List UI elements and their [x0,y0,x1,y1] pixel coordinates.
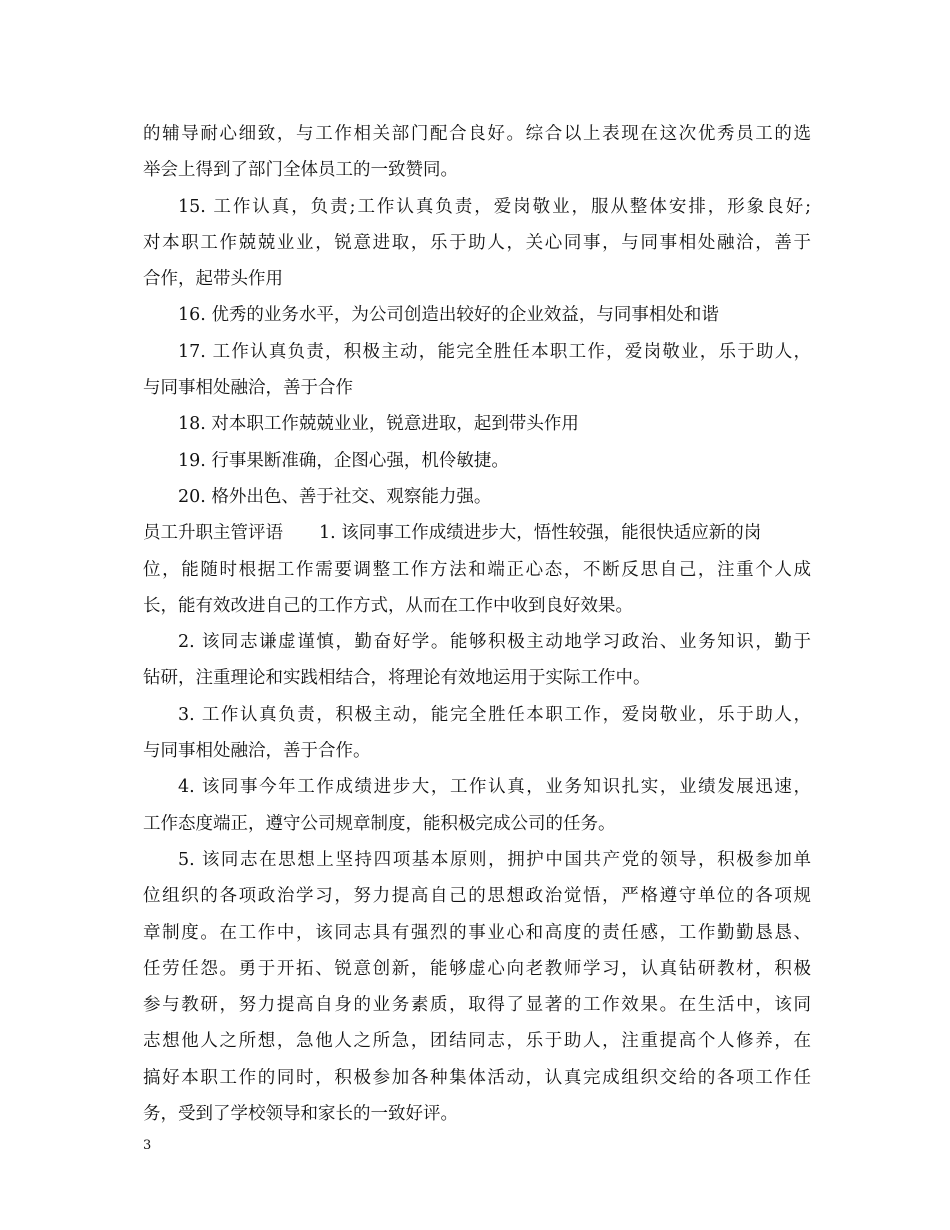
text-line: 参与教研，努力提高自身的业务素质，取得了显著的工作效果。在生活中，该同 [143,995,811,1016]
text-line: 的辅导耐心细致，与工作相关部门配合良好。综合以上表现在这次优秀员工的选 [143,124,811,144]
text-line: 与同事相处融洽，善于合作 [143,378,353,399]
text-line: 对本职工作兢兢业业，锐意进取，乐于助人，关心同事，与同事相处融洽，善于 [143,232,811,253]
list-item-18: 18. 对本职工作兢兢业业，锐意进取，起到带头作用 [178,414,579,435]
text-line: 与同事相处融洽，善于合作。 [143,741,371,762]
list-item-5: 5. 该同志在思想上坚持四项基本原则，拥护中国共产党的领导，积极参加单 [178,849,811,870]
list-item-20: 20. 格外出色、善于社交、观察能力强。 [178,486,492,507]
text-line: 章制度。在工作中，该同志具有强烈的事业心和高度的责任感，工作勤勤恳恳、 [143,922,811,943]
section-heading-line [143,515,811,551]
text-line: 位，能随时根据工作需要调整工作方法和端正心态，不断反思自己，注重个人成 [143,559,811,580]
text-line: 位组织的各项政治学习，努力提高自己的思想政治觉悟，严格遵守单位的各项规 [143,886,811,907]
section-heading: 员工升职主管评语 [143,523,283,544]
text-line: 搞好本职工作的同时，积极参加各种集体活动，认真完成组织交给的各项工作任 [143,1067,811,1088]
text-line: 合作，起带头作用 [143,269,283,290]
text-line: 钻研，注重理论和实践相结合，将理论有效地运用于实际工作中。 [143,668,651,689]
list-item-2: 2. 该同志谦虚谨慎，勤奋好学。能够积极主动地学习政治、业务知识，勤于 [178,632,811,653]
list-item-3: 3. 工作认真负责，积极主动，能完全胜任本职工作，爱岗敬业，乐于助人， [178,704,811,725]
list-item-15: 15. 工作认真，负责;工作认真负责，爱岗敬业，服从整体安排，形象良好; [178,196,811,217]
list-item-17: 17. 工作认真负责，积极主动，能完全胜任本职工作，爱岗敬业，乐于助人， [178,341,811,362]
text-line: 长，能有效改进自己的工作方式，从而在工作中收到良好效果。 [143,595,633,616]
list-item-1: 1. 该同事工作成绩进步大，悟性较强，能很快适应新的岗 [319,523,762,544]
document-body [143,116,811,1132]
text-line: 务，受到了学校领导和家长的一致好评。 [143,1104,458,1125]
text-line: 任劳任怨。勇于开拓、锐意创新，能够虚心向老教师学习，认真钻研教材，积极 [143,958,811,979]
text-line: 举会上得到了部门全体员工的一致赞同。 [143,160,458,181]
page-number: 3 [143,1138,152,1153]
text-line: 志想他人之所想，急他人之所急，团结同志，乐于助人，注重提高个人修养，在 [143,1031,811,1052]
list-item-4: 4. 该同事今年工作成绩进步大，工作认真，业务知识扎实，业绩发展迅速， [178,777,811,798]
list-item-16: 16. 优秀的业务水平，为公司创造出较好的企业效益，与同事相处和谐 [178,305,719,326]
list-item-19: 19. 行事果断准确，企图心强，机伶敏捷。 [178,450,509,471]
text-line: 工作态度端正，遵守公司规章制度，能积极完成公司的任务。 [143,813,616,834]
